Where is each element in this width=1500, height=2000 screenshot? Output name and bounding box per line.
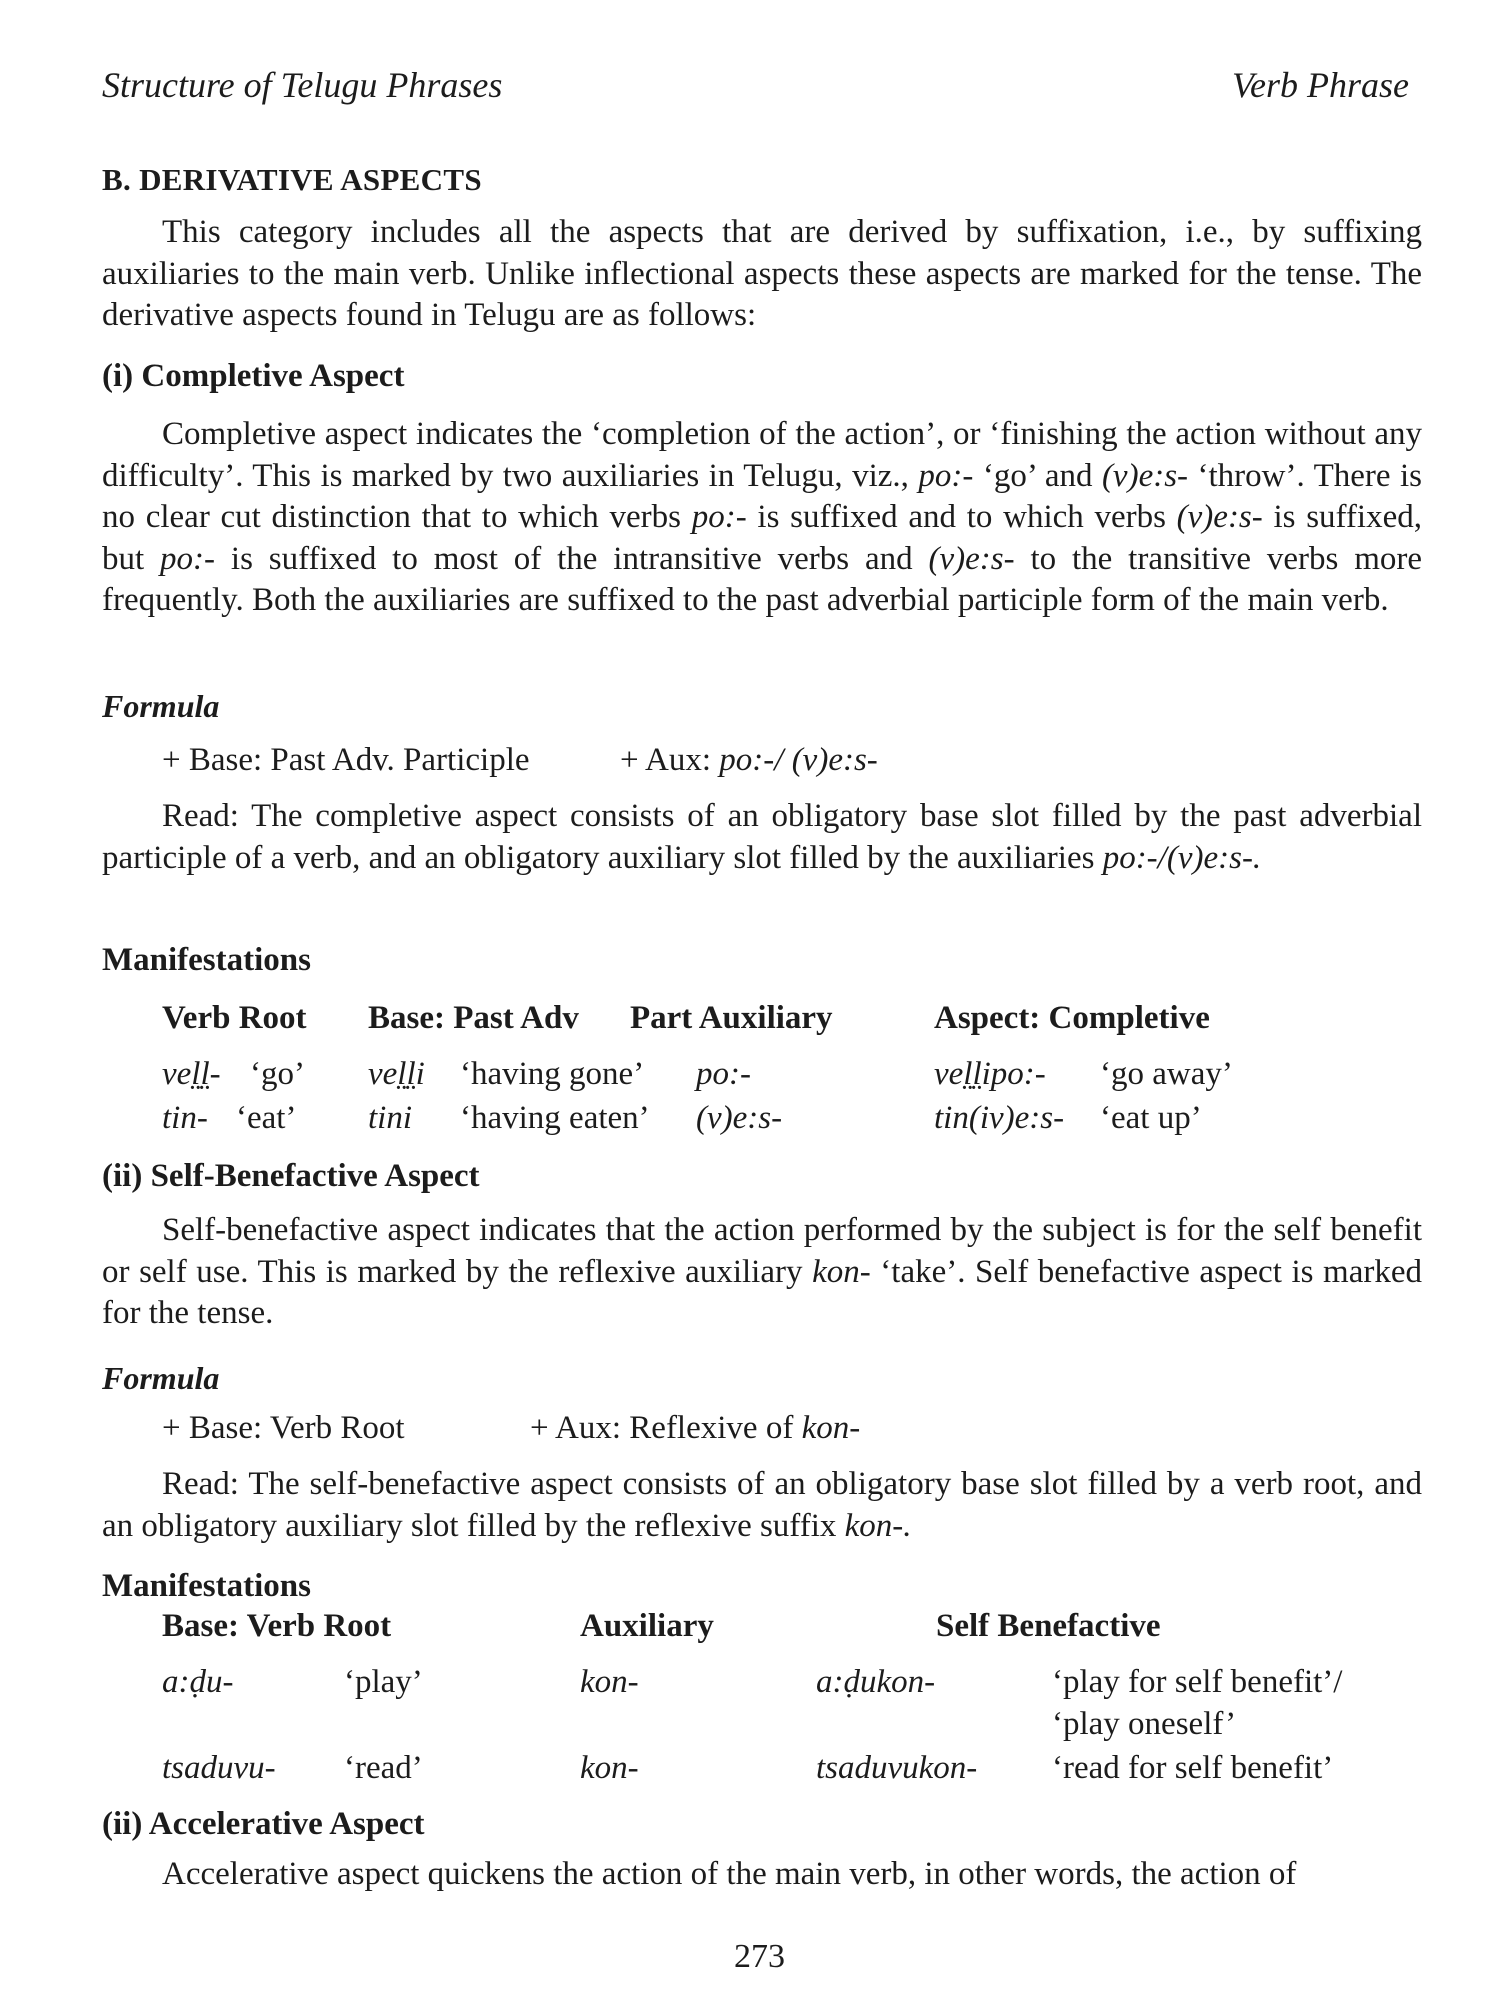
table-cell: ‘having eaten’ [460,1100,650,1136]
table-header: Auxiliary [580,1608,714,1644]
running-header-right: Verb Phrase [1232,65,1409,105]
table-header: Verb Root [162,1000,307,1036]
table-header: Base: Verb Root [162,1608,392,1644]
table-cell: tin(iv)e:s- [934,1100,1065,1136]
table-cell: ‘play’ [344,1664,423,1700]
table-cell: ‘play for self benefit’/ [1052,1664,1343,1700]
completive-manifestations-label: Manifestations [102,942,311,978]
self-benefactive-manifestations-label: Manifestations [102,1568,311,1604]
table-cell: tin- [162,1100,208,1136]
table-cell: tsaduvukon- [816,1750,978,1786]
section-intro [102,212,1422,337]
completive-read [102,796,1422,879]
completive-formula-label: Formula [102,688,220,724]
table-cell: ‘eat’ [236,1100,297,1136]
completive-formula-aux: + Aux: po:-/ (v)e:s- [620,742,878,778]
table-cell: kon- [580,1664,639,1700]
page-number: 273 [734,1938,785,1975]
accelerative-heading: (ii) Accelerative Aspect [102,1806,425,1842]
table-cell: tsaduvu- [162,1750,276,1786]
accelerative-paragraph: Accelerative aspect quickens the action of the main verb, in other words, the action of [162,1856,1297,1892]
table-cell: tini [368,1100,413,1136]
intro-paragraph: This category includes all the aspects that are derived by suffixation, i.e., by suffixing auxiliaries to the main verb. Unlike inflectional aspects these aspects are marked for the tense. The derivative aspects found in Telugu are as follows: [102,214,1422,333]
table-header: Base: Past Adv [368,1000,579,1036]
self-benefactive-paragraph: Self-benefactive aspect indicates that the action performed by the subject is for the self benefit or self use. This is marked by the reflexive auxiliary kon- ‘take’. Self benefactive aspect is marked for the tense. [102,1212,1422,1331]
table-cell: kon- [580,1750,639,1786]
table-cell: ‘read for self benefit’ [1052,1750,1334,1786]
running-header-left: Structure of Telugu Phrases [102,65,503,105]
table-cell: ‘read’ [344,1750,423,1786]
table-cell: vel̤l̤ipo:- [934,1056,1046,1092]
table-cell: vel̤l̤i [368,1056,425,1092]
self-benefactive-formula-label: Formula [102,1360,220,1396]
self-benefactive-formula-base: + Base: Verb Root [162,1410,405,1446]
completive-heading: (i) Completive Aspect [102,358,405,394]
table-cell: a:ḍukon- [816,1664,936,1700]
completive-paragraph: Completive aspect indicates the ‘completion of the action’, or ‘finishing the action without any difficulty’. This is marked by two auxiliaries in Telugu, viz., po:- ‘go’ and (v)e:s- ‘throw’. There is no clear cut distinction that to which verbs po:- is suffixed and to which verbs (v)e:s- is suffixed, but po:- is suffixed to most of the intransitive verbs and (v)e:s- to the transitive verbs more frequently. Both the auxiliaries are suffixed to the past adverbial participle form of the main verb. [102,416,1422,618]
table-cell: ‘go’ [250,1056,305,1092]
completive-formula-base: + Base: Past Adv. Participle [162,742,530,778]
table-cell: ‘eat up’ [1100,1100,1202,1136]
table-cell: ‘go away’ [1100,1056,1233,1092]
self-benefactive-formula-aux: + Aux: Reflexive of kon- [530,1410,861,1446]
table-cell: ‘having gone’ [460,1056,645,1092]
table-header: Aspect: Completive [934,1000,1210,1036]
table-cell: vel̤l̤- [162,1056,221,1092]
table-header: Self Benefactive [936,1608,1161,1644]
table-cell: po:- [696,1056,751,1092]
self-benefactive-read-paragraph: Read: The self-benefactive aspect consists of an obligatory base slot filled by a verb root, and an obligatory auxiliary slot filled by the reflexive suffix kon-. [102,1466,1422,1544]
completive-read-paragraph: Read: The completive aspect consists of an obligatory base slot filled by the past adverbial participle of a verb, and an obligatory auxiliary slot filled by the auxiliaries po:-/(v)e:s-. [102,798,1422,876]
table-cell: (v)e:s- [696,1100,783,1136]
self-benefactive-read [102,1464,1422,1547]
self-benefactive-description [102,1210,1422,1335]
section-heading: B. DERIVATIVE ASPECTS [102,162,482,197]
completive-description [102,414,1422,622]
table-cell: a:ḍu- [162,1664,234,1700]
self-benefactive-heading: (ii) Self-Benefactive Aspect [102,1158,480,1194]
table-cell: ‘play oneself’ [1052,1706,1237,1742]
table-header: Part Auxiliary [630,1000,833,1036]
